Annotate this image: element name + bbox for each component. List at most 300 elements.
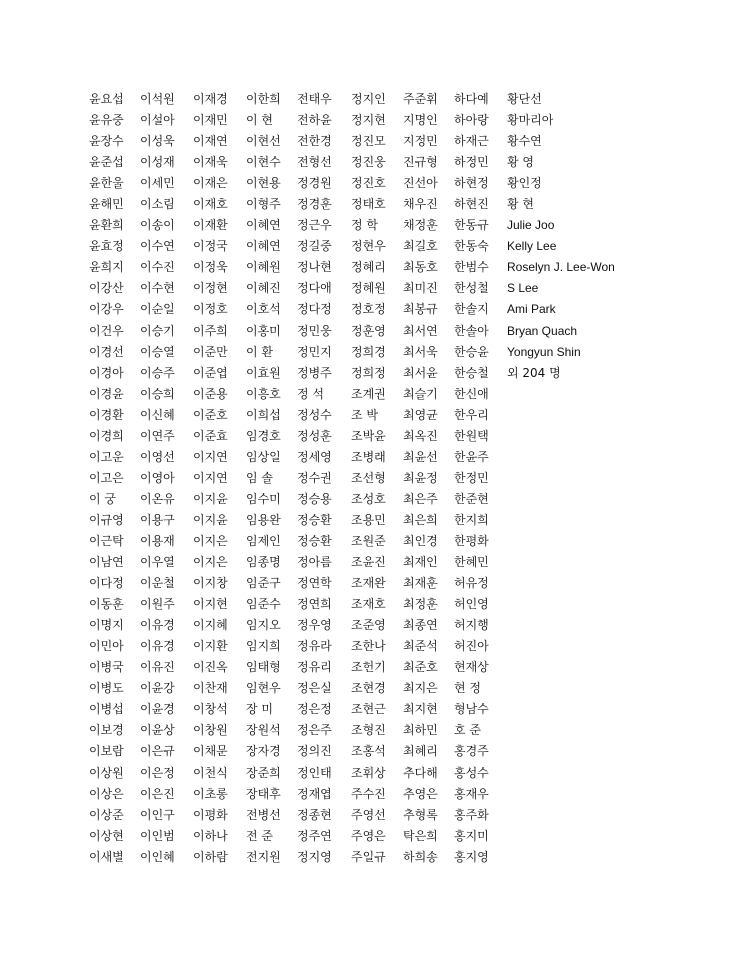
name-entry: 임경호 [246,428,281,443]
name-entry: 이찬재 [193,681,228,696]
name-entry: 이지윤 [193,491,228,506]
name-entry: 이고은 [89,470,124,485]
name-entry: 조원준 [351,533,386,548]
name-entry: 정승환 [297,533,332,548]
name-entry: 이윤경 [140,702,175,717]
name-entry: 정지현 [351,113,386,128]
name-entry: 이지환 [193,639,228,654]
name-column [297,89,351,868]
name-entry: 이경환 [89,407,124,422]
name-entry: 황 영 [507,155,534,170]
name-entry: 정지인 [351,92,386,106]
name-entry: 윤한울 [89,176,124,191]
name-entry: 이재연 [193,134,228,149]
name-entry: 정 석 [297,386,324,401]
name-entry: 한솔아 [454,323,489,338]
name-entry: 이상원 [89,765,124,780]
name-entry: 이재경 [193,92,228,106]
name-entry: 한원택 [454,428,489,443]
name-entry: 이지연 [193,470,228,485]
name-entry: 추형록 [403,807,438,822]
name-entry: 정혜리 [351,260,386,275]
name-entry: 이혜진 [246,281,281,296]
name-column [193,89,246,868]
name-entry: 조성호 [351,491,386,506]
name-entry: 하정민 [454,155,489,170]
name-entry: 조준영 [351,618,386,633]
name-entry: 최종연 [403,618,438,633]
name-entry: 조선형 [351,470,386,485]
name-entry: 이호석 [246,302,281,317]
name-entry: 이근탁 [89,533,124,548]
name-entry: 조윤진 [351,555,386,570]
name-entry: 이초롱 [193,786,228,801]
name-entry: 전하윤 [297,113,332,128]
name-entry: 조재완 [351,576,386,591]
name-column [507,89,637,384]
name-entry: 윤장수 [89,134,124,149]
name-entry: 허인영 [454,597,489,612]
name-entry: 이준엽 [193,365,228,380]
name-entry: 정진웅 [351,155,386,170]
name-entry: 채우진 [403,197,438,212]
name-entry: 현 정 [454,681,481,696]
name-entry: 이윤상 [140,723,175,738]
name-entry: 허유정 [454,576,489,591]
name-entry: 정지영 [297,849,332,864]
name-entry: 정유라 [297,639,332,654]
name-entry: 이준용 [193,386,228,401]
name-entry: 조휘상 [351,765,386,780]
name-entry: 이송이 [140,218,175,233]
name-entry: 이건우 [89,323,124,338]
name-entry: 진규형 [403,155,438,170]
name-entry: 이경선 [89,344,124,359]
name-entry: 임 솔 [246,470,273,485]
name-entry: 이창원 [193,723,228,738]
name-entry: 정승용 [297,491,332,506]
name-entry: 진선아 [403,176,438,191]
name-entry: 이용구 [140,512,175,527]
name-entry: 최준호 [403,660,438,675]
name-column [454,89,507,868]
name-entry: 이승주 [140,365,175,380]
name-entry: 이준호 [193,407,228,422]
name-entry: 이 현 [246,113,273,128]
name-entry: 정연희 [297,597,332,612]
name-entry: 전태우 [297,92,332,106]
name-entry: 이현수 [246,155,281,170]
name-entry: 홍경주 [454,744,489,759]
name-entry: 이하람 [193,849,228,864]
name-entry: 전형선 [297,155,332,170]
name-entry: 정혜원 [351,281,386,296]
name-entry: 이고운 [89,449,124,464]
name-entry: 이유경 [140,618,175,633]
name-entry: 이지은 [193,555,228,570]
name-entry: 이지은 [193,533,228,548]
name-entry: 이주희 [193,323,228,338]
name-entry: 최윤정 [403,470,438,485]
name-entry: 임현우 [246,681,281,696]
name-entry: 최혜리 [403,744,438,759]
name-entry: 이진옥 [193,660,228,675]
name-entry: 정희경 [351,344,386,359]
name-entry: 임지희 [246,639,281,654]
name-entry: 장 미 [246,702,273,717]
name-entry: 이순일 [140,302,175,317]
name-entry: 홍재우 [454,786,489,801]
name-column [351,89,403,868]
name-entry: 정유리 [297,660,332,675]
name-entry: 이 환 [246,344,273,359]
name-entry: 이은진 [140,786,175,801]
name-entry: 황마리아 [507,113,554,128]
name-entry: 이은규 [140,744,175,759]
name-entry: 이영선 [140,449,175,464]
name-entry: 최준석 [403,639,438,654]
name-entry: 지정민 [403,134,438,149]
name-entry: 정호정 [351,302,386,317]
name-entry: 윤환희 [89,218,124,233]
name-entry: 임상일 [246,449,281,464]
name-entry: 이하나 [193,828,228,843]
name-entry: 전지원 [246,849,281,864]
name-entry: 이한희 [246,92,281,106]
name-entry: 하희송 [403,849,438,864]
name-entry: 정근우 [297,218,332,233]
name-entry: 한승철 [454,365,489,380]
name-entry: 임종명 [246,555,281,570]
name-entry: 채정훈 [403,218,438,233]
name-entry: 정경원 [297,176,332,191]
name-entry: 이지현 [193,597,228,612]
name-entry: 이용재 [140,533,175,548]
name-entry: 정종현 [297,807,332,822]
name-entry: 이지창 [193,576,228,591]
name-entry: 이세민 [140,176,175,191]
name-entry: 조계권 [351,386,386,401]
name-entry: 한윤주 [454,449,489,464]
name-entry: 이성욱 [140,134,175,149]
name-entry: 형남수 [454,702,489,717]
name-entry: 추다해 [403,765,438,780]
name-entry: 조헌기 [351,660,386,675]
name-entry: 이지연 [193,449,228,464]
name-entry: 이현선 [246,134,281,149]
name-entry: 정경훈 [297,197,332,212]
name-entry: 한우리 [454,407,489,422]
name-entry: Bryan Quach [507,323,578,338]
name-entry: 이민아 [89,639,124,654]
name-entry: 정현우 [351,239,386,254]
name-entry: 정인태 [297,765,332,780]
name-entry: 황단선 [507,92,542,106]
name-entry: 조 박 [351,407,378,422]
name-entry: 한정민 [454,470,489,485]
name-entry: 정재엽 [297,786,332,801]
name-entry: 이윤강 [140,681,175,696]
name-entry: 이우열 [140,555,175,570]
name-entry: 정민웅 [297,323,332,338]
name-entry: 한동숙 [454,239,489,254]
name-entry: 조현경 [351,681,386,696]
name-entry: 정세영 [297,449,332,464]
name-entry: 윤희지 [89,260,124,275]
name-entry: 정훈영 [351,323,386,338]
name-entry: 이인구 [140,807,175,822]
name-entry: 최서윤 [403,365,438,380]
name-entry: 이채문 [193,744,228,759]
name-entry: 장자경 [246,744,281,759]
name-entry: 황수연 [507,134,542,149]
name-entry: 이혜연 [246,239,281,254]
name-entry: 한신애 [454,386,489,401]
name-entry: S Lee [507,281,539,296]
name-entry: 정은정 [297,702,332,717]
name-entry: 이현용 [246,176,281,191]
name-entry: 최은희 [403,512,438,527]
name-entry: 한성철 [454,281,489,296]
name-entry: 전병선 [246,807,281,822]
name-entry: 정성수 [297,407,332,422]
name-entry: 정주연 [297,828,332,843]
name-entry: 이성재 [140,155,175,170]
name-entry: 이연주 [140,428,175,443]
name-entry: 이재환 [193,218,228,233]
name-entry: 이재민 [193,113,228,128]
name-entry: 최봉규 [403,302,438,317]
name-entry: 임태형 [246,660,281,675]
name-entry: 정진모 [351,134,386,149]
name-entry: 조병래 [351,449,386,464]
name-entry: 이지혜 [193,618,228,633]
name-entry: 이창석 [193,702,228,717]
name-entry: 조용민 [351,512,386,527]
name-entry: 한솔지 [454,302,489,317]
name-entry: 최재인 [403,555,438,570]
name-entry: 이재욱 [193,155,228,170]
name-entry: 이정현 [193,281,228,296]
name-entry: 정다애 [297,281,332,296]
name-entry: 이보람 [89,744,124,759]
name-entry: 홍지영 [454,849,489,864]
name-entry: 지명인 [403,113,438,128]
name-entry: 이흥호 [246,386,281,401]
name-entry: 정수권 [297,470,332,485]
name-entry: 추영은 [403,786,438,801]
name-entry: 황 현 [507,197,534,212]
name-entry: 호 준 [454,723,481,738]
name-entry: 이유진 [140,660,175,675]
name-entry: 최동호 [403,260,438,275]
name-entry: 이재은 [193,176,228,191]
name-entry: 정민지 [297,344,332,359]
name-entry: 이다정 [89,576,124,591]
names-list [89,89,637,868]
name-entry: 하재근 [454,134,489,149]
name-entry: 최인경 [403,533,438,548]
name-entry: 한평화 [454,533,489,548]
name-column [403,89,454,868]
name-entry: 이병국 [89,660,124,675]
name-entry: 정우영 [297,618,332,633]
name-entry: 최슬기 [403,386,438,401]
name-entry: 정연학 [297,576,332,591]
name-entry: 이재호 [193,197,228,212]
name-entry: 이유경 [140,639,175,654]
name-entry: 임준수 [246,597,281,612]
name-entry: 정성훈 [297,428,332,443]
name-entry: 한혜민 [454,555,489,570]
name-entry: 이평화 [193,807,228,822]
name-entry: 정다정 [297,302,332,317]
name-entry: 이수연 [140,239,175,254]
name-entry: Kelly Lee [507,239,557,254]
name-entry: 주수진 [351,786,386,801]
name-entry: 정은주 [297,723,332,738]
name-entry: 윤해민 [89,197,124,212]
name-entry: 이온유 [140,491,175,506]
name-entry: 임지오 [246,618,281,633]
name-entry: 윤효정 [89,239,124,254]
name-entry: 최지현 [403,702,438,717]
name-entry: 조박윤 [351,428,386,443]
name-entry: 정은실 [297,681,332,696]
name-entry: 이경윤 [89,386,124,401]
name-entry: 이신혜 [140,407,175,422]
name-entry: 주영선 [351,807,386,822]
name-entry: 이새별 [89,849,124,864]
name-entry: 조홍석 [351,744,386,759]
name-entry: 정 학 [351,218,378,233]
name-entry: 이동훈 [89,597,124,612]
name-entry: 주준휘 [403,92,438,106]
name-entry: 이규영 [89,512,124,527]
name-entry: 이형주 [246,197,281,212]
name-entry: 최옥진 [403,428,438,443]
name-entry: 이인혜 [140,849,175,864]
name-entry: 이남연 [89,555,124,570]
name-entry: 주영은 [351,828,386,843]
name-entry: 허지행 [454,618,489,633]
name-entry: 이상준 [89,807,124,822]
name-entry: 한동규 [454,218,489,233]
name-entry: 이승열 [140,344,175,359]
name-entry: 최윤선 [403,449,438,464]
name-entry: 주일규 [351,849,386,864]
name-entry: 정길중 [297,239,332,254]
name-entry: 이승기 [140,323,175,338]
name-entry: 임준구 [246,576,281,591]
name-entry: 이정국 [193,239,228,254]
name-entry: 이강산 [89,281,124,296]
name-entry: 정아름 [297,555,332,570]
name-entry: 이석원 [140,92,175,106]
name-entry: 한범수 [454,260,489,275]
name-entry: 이경아 [89,365,124,380]
name-entry: 이설아 [140,113,175,128]
name-entry: 하다예 [454,92,489,106]
name-entry: 정태호 [351,197,386,212]
name-entry: 이보경 [89,723,124,738]
name-entry: 윤요섭 [89,92,124,106]
name-entry: 이혜연 [246,218,281,233]
name-entry: 이수진 [140,260,175,275]
name-entry: 이운철 [140,576,175,591]
name-entry: 조형진 [351,723,386,738]
name-entry: 이승희 [140,386,175,401]
name-entry: 임용완 [246,512,281,527]
name-entry: 이정욱 [193,260,228,275]
name-entry: 최은주 [403,491,438,506]
name-entry: 이상은 [89,786,124,801]
name-entry: 이홍미 [246,323,281,338]
name-entry: 정희정 [351,365,386,380]
name-column [246,89,297,868]
name-entry: 탁은희 [403,828,438,843]
name-entry: 이소림 [140,197,175,212]
name-entry: 이상현 [89,828,124,843]
name-entry: 이은정 [140,765,175,780]
name-entry: 이병섭 [89,702,124,717]
name-entry: Yongyun Shin [507,344,581,359]
name-entry: 하아랑 [454,113,489,128]
name-entry: 황인정 [507,176,542,191]
name-entry: 이희섭 [246,407,281,422]
name-entry: 최서욱 [403,344,438,359]
others-count: 외 204 명 [507,365,561,380]
name-entry: 이명지 [89,618,124,633]
name-entry: Ami Park [507,302,556,317]
name-entry: Roselyn J. Lee-Won [507,260,615,275]
name-entry: 전한경 [297,134,332,149]
name-entry: 최서연 [403,323,438,338]
name-entry: 이지윤 [193,512,228,527]
name-entry: 조현근 [351,702,386,717]
name-entry: 이인범 [140,828,175,843]
name-entry: 전 준 [246,828,273,843]
name-entry: 정의진 [297,744,332,759]
name-entry: 이혜원 [246,260,281,275]
name-entry: 이 궁 [89,491,116,506]
name-entry: 한지희 [454,512,489,527]
name-entry: Julie Joo [507,218,555,233]
name-entry: 임제인 [246,533,281,548]
name-entry: 이강우 [89,302,124,317]
name-entry: 허진아 [454,639,489,654]
name-entry: 이병도 [89,681,124,696]
name-column [89,89,140,868]
name-entry: 조한나 [351,639,386,654]
name-entry: 장원석 [246,723,281,738]
name-entry: 홍성수 [454,765,489,780]
name-entry: 최재훈 [403,576,438,591]
name-entry: 장준희 [246,765,281,780]
name-entry: 이준효 [193,428,228,443]
name-entry: 정승환 [297,512,332,527]
name-entry: 이경희 [89,428,124,443]
name-entry: 현재상 [454,660,489,675]
name-entry: 윤준섭 [89,155,124,170]
name-entry: 이효원 [246,365,281,380]
name-entry: 한승윤 [454,344,489,359]
name-entry: 한준현 [454,491,489,506]
name-column [140,89,193,868]
name-entry: 정진호 [351,176,386,191]
name-entry: 홍주화 [454,807,489,822]
name-entry: 이준만 [193,344,228,359]
